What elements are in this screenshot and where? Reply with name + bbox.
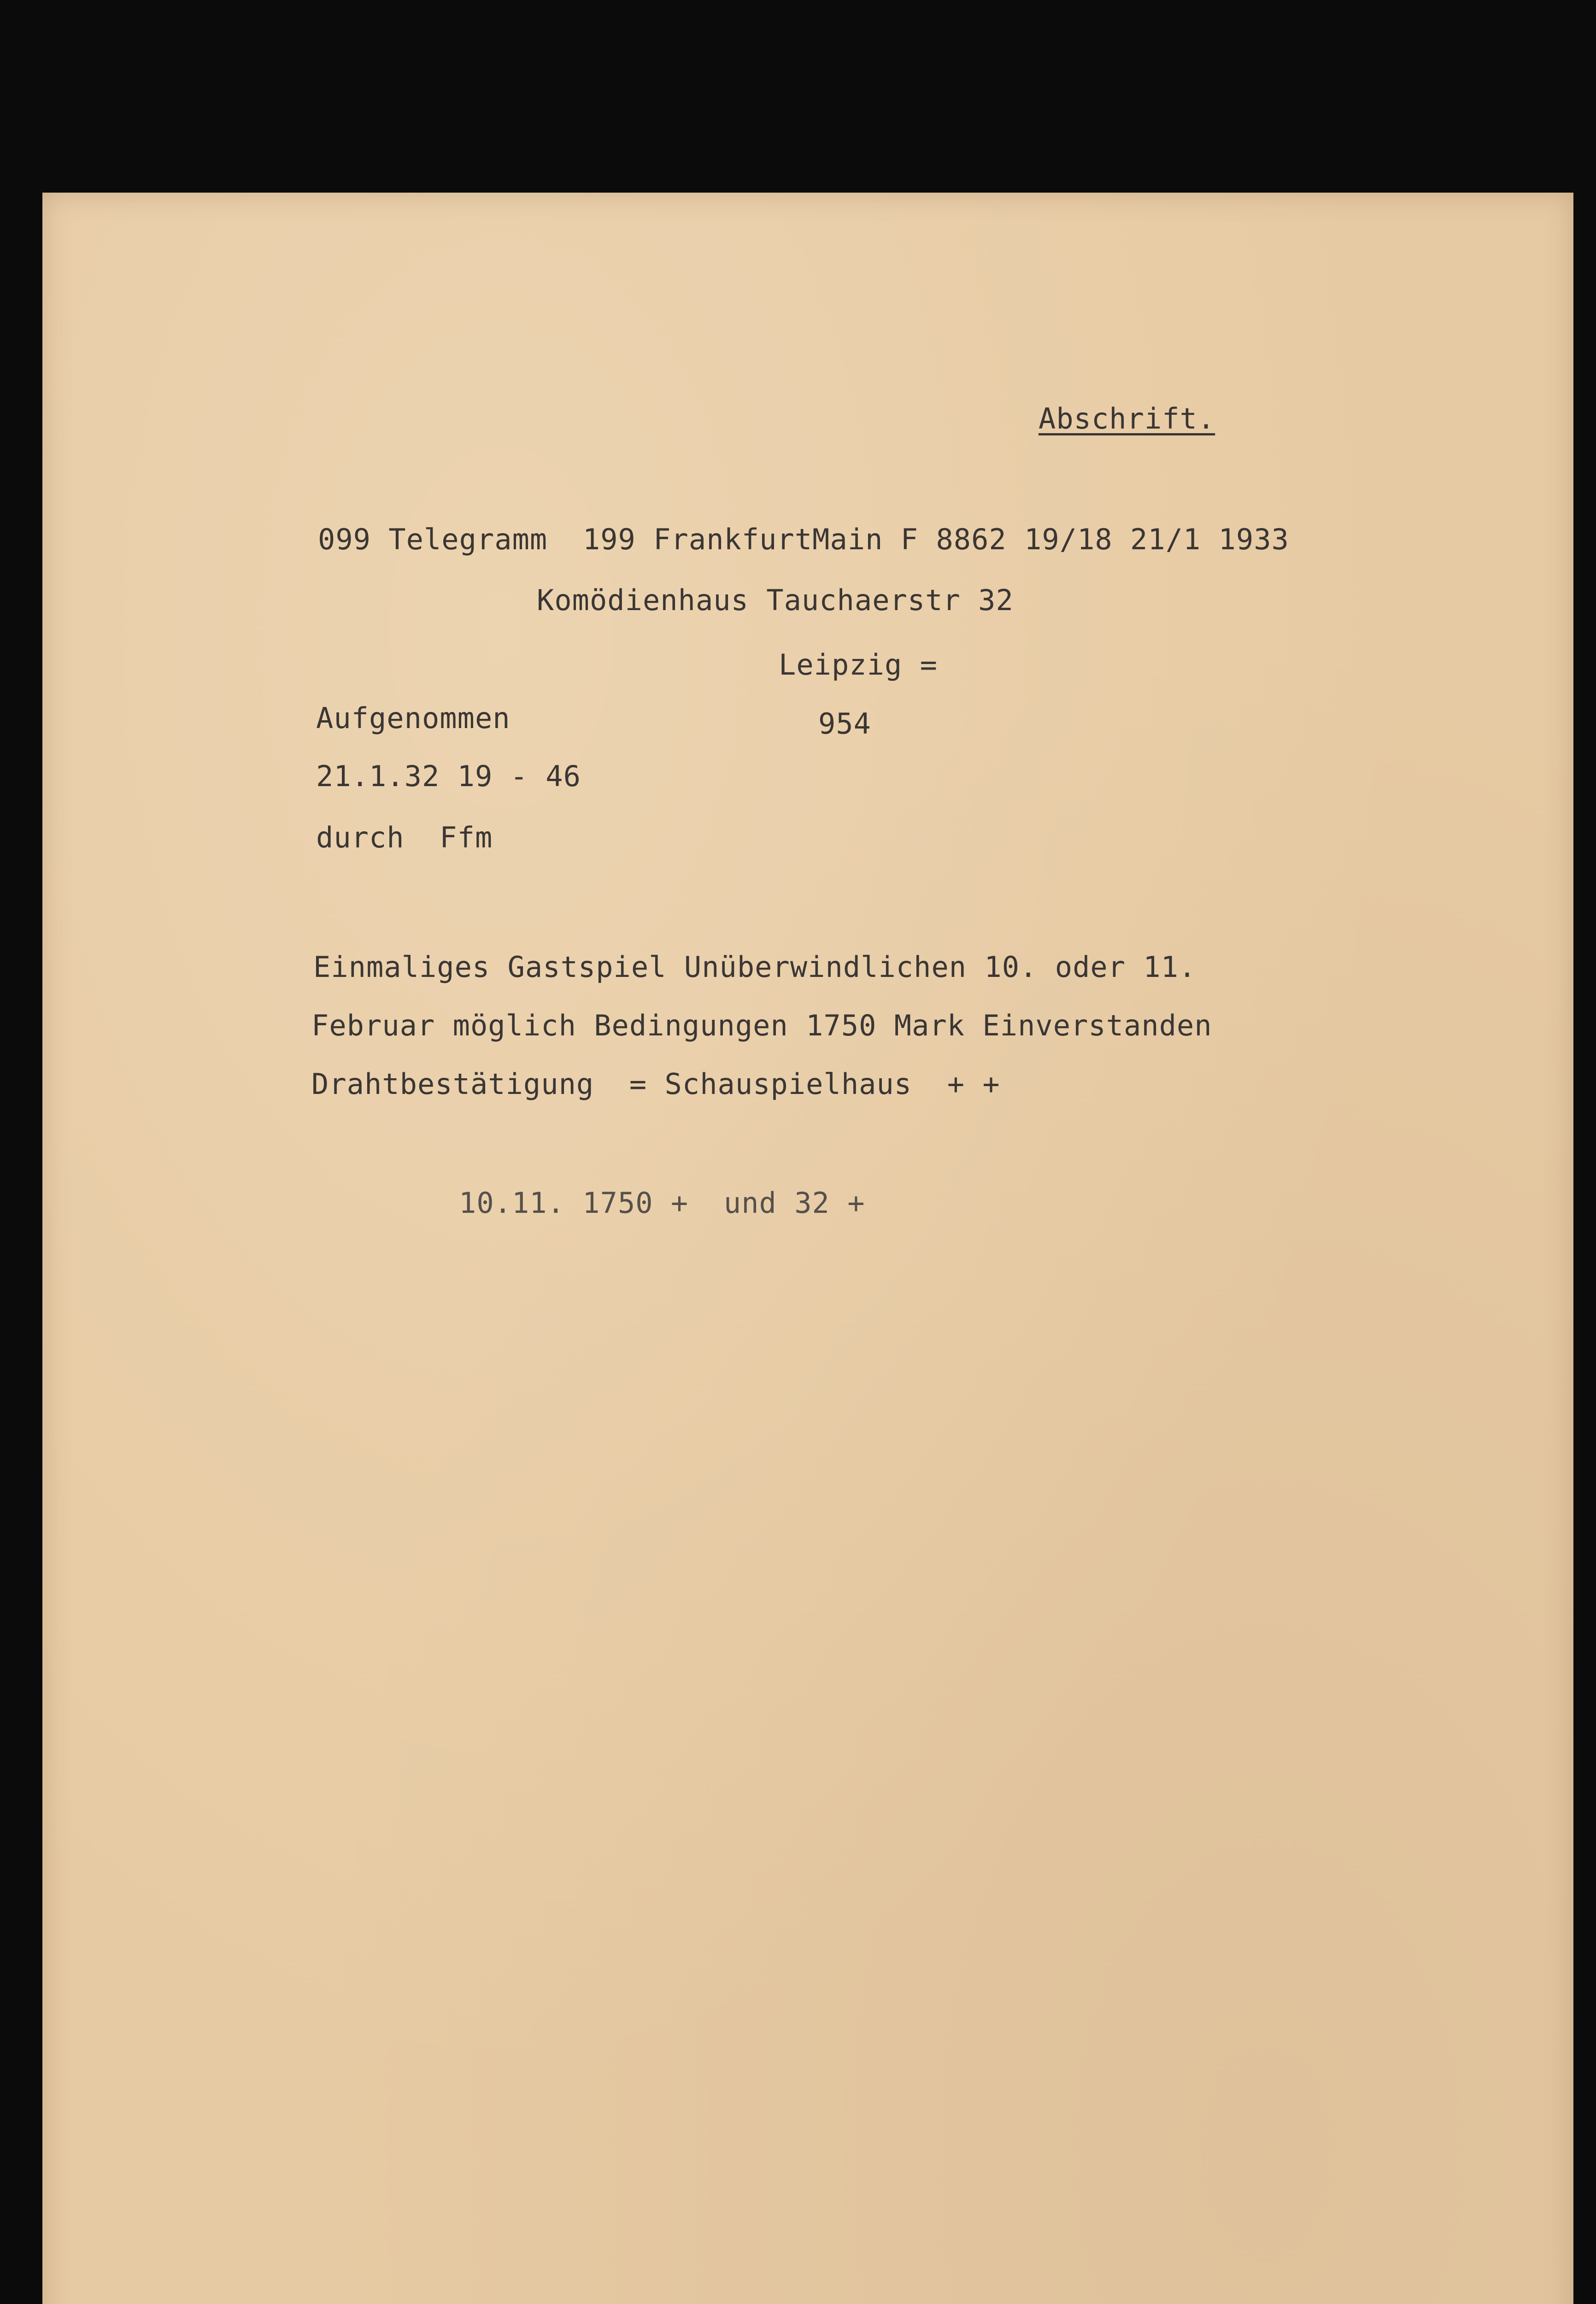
telegram-header-line: 099 Telegramm 199 FrankfurtMain F 8862 19/18 21/1 1933 (318, 523, 1289, 556)
note-line: 10.11. 1750 + und 32 + (459, 1186, 865, 1220)
message-line-2: Februar möglich Bedingungen 1750 Mark Einverstanden (311, 1009, 1212, 1042)
document-heading: Abschrift. (1039, 402, 1215, 435)
received-datetime: 21.1.32 19 - 46 (316, 759, 581, 793)
message-line-1: Einmaliges Gastspiel Unüberwindlichen 10. oder 11. (313, 950, 1197, 984)
address-line: Komödienhaus Tauchaerstr 32 (537, 583, 1014, 617)
received-label: Aufgenommen (316, 701, 510, 735)
message-line-3: Drahtbestätigung = Schauspielhaus + + (311, 1067, 1000, 1101)
received-by: durch Ffm (316, 821, 493, 854)
received-number: 954 (818, 707, 871, 741)
city-line: Leipzig = (779, 648, 938, 682)
telegram-copy-sheet (42, 193, 1573, 2304)
